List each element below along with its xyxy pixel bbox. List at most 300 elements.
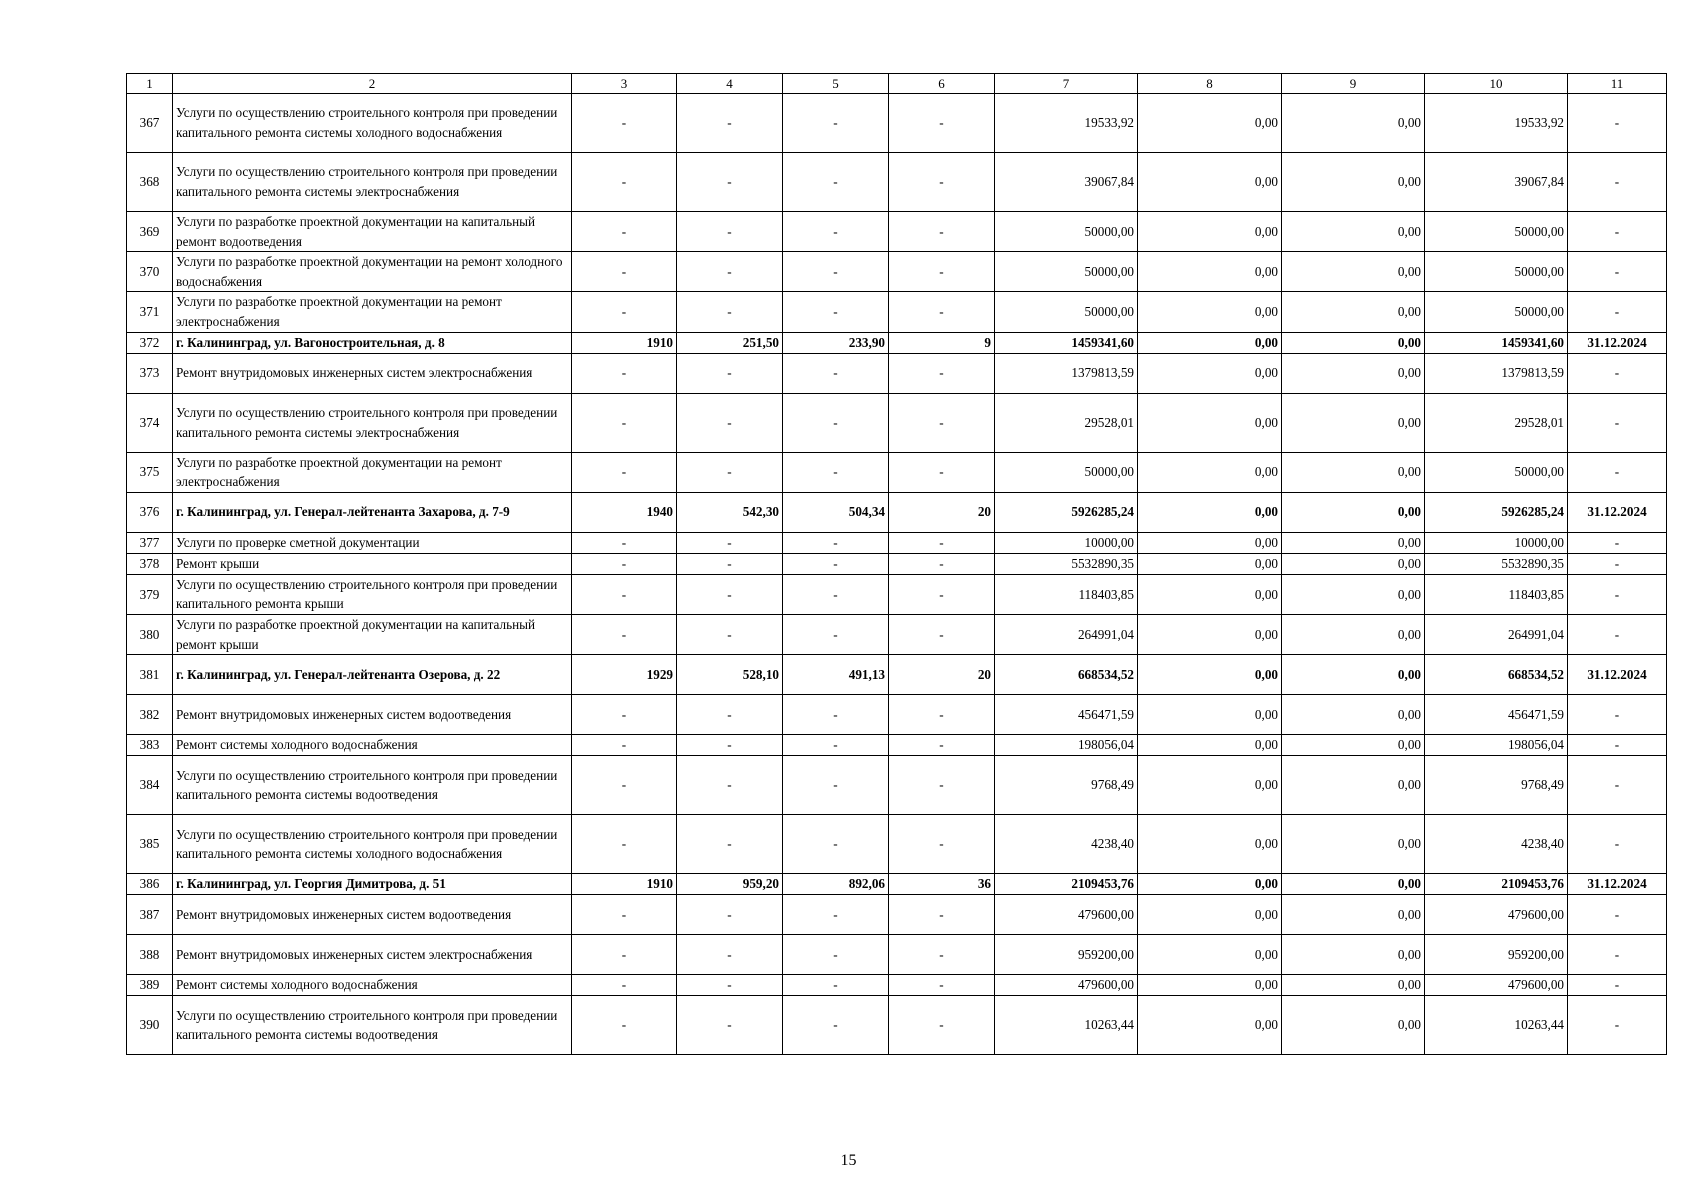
- completion-date-cell: -: [1568, 695, 1667, 735]
- row-number-cell: 380: [127, 614, 173, 654]
- owner-funds-cell: 5926285,24: [1425, 492, 1568, 532]
- year-cell: -: [572, 895, 677, 935]
- row-number-cell: 379: [127, 574, 173, 614]
- work-description-cell: Услуги по проверке сметной документации: [173, 532, 572, 553]
- total-cost-cell: 5532890,35: [995, 553, 1138, 574]
- residents-cell: -: [889, 735, 995, 756]
- work-description-cell: Ремонт крыши: [173, 553, 572, 574]
- total-area-cell: -: [677, 212, 783, 252]
- budget-cost-cell: 0,00: [1282, 353, 1425, 393]
- total-area-cell: -: [677, 153, 783, 212]
- column-header: 1: [127, 74, 173, 94]
- total-cost-cell: 5926285,24: [995, 492, 1138, 532]
- budget-cost-cell: 0,00: [1282, 756, 1425, 815]
- living-area-cell: -: [783, 574, 889, 614]
- owner-funds-cell: 4238,40: [1425, 815, 1568, 874]
- total-cost-cell: 50000,00: [995, 452, 1138, 492]
- work-description-cell: Услуги по осуществлению строительного контроля при проведении капитального ремонта системы электроснабжения: [173, 393, 572, 452]
- total-cost-cell: 456471,59: [995, 695, 1138, 735]
- budget-cost-cell: 0,00: [1282, 975, 1425, 996]
- completion-date-cell: -: [1568, 532, 1667, 553]
- residents-cell: -: [889, 895, 995, 935]
- total-cost-cell: 9768,49: [995, 756, 1138, 815]
- owner-funds-cell: 479600,00: [1425, 975, 1568, 996]
- address-summary-row: [127, 332, 1667, 353]
- row-number-cell: 382: [127, 695, 173, 735]
- total-area-cell: -: [677, 895, 783, 935]
- table-row: [127, 756, 1667, 815]
- budget-cost-cell: 0,00: [1282, 492, 1425, 532]
- work-description-cell: Услуги по разработке проектной документации на капитальный ремонт крыши: [173, 614, 572, 654]
- table-row: [127, 553, 1667, 574]
- address-summary-row: [127, 655, 1667, 695]
- total-cost-cell: 479600,00: [995, 895, 1138, 935]
- year-cell: -: [572, 452, 677, 492]
- fund-cost-cell: 0,00: [1138, 895, 1282, 935]
- work-description-cell: Услуги по разработке проектной документации на ремонт электроснабжения: [173, 292, 572, 332]
- living-area-cell: -: [783, 935, 889, 975]
- year-cell: -: [572, 252, 677, 292]
- completion-date-cell: -: [1568, 975, 1667, 996]
- residents-cell: -: [889, 252, 995, 292]
- work-description-cell: Ремонт внутридомовых инженерных систем электроснабжения: [173, 353, 572, 393]
- residents-cell: 20: [889, 655, 995, 695]
- work-description-cell: Услуги по осуществлению строительного контроля при проведении капитального ремонта системы водоотведения: [173, 756, 572, 815]
- fund-cost-cell: 0,00: [1138, 815, 1282, 874]
- total-area-cell: -: [677, 815, 783, 874]
- owner-funds-cell: 479600,00: [1425, 895, 1568, 935]
- budget-cost-cell: 0,00: [1282, 553, 1425, 574]
- row-number-cell: 376: [127, 492, 173, 532]
- fund-cost-cell: 0,00: [1138, 756, 1282, 815]
- total-cost-cell: 959200,00: [995, 935, 1138, 975]
- owner-funds-cell: 10000,00: [1425, 532, 1568, 553]
- table-row: [127, 353, 1667, 393]
- total-cost-cell: 50000,00: [995, 212, 1138, 252]
- column-header: 6: [889, 74, 995, 94]
- living-area-cell: -: [783, 153, 889, 212]
- living-area-cell: 491,13: [783, 655, 889, 695]
- completion-date-cell: 31.12.2024: [1568, 332, 1667, 353]
- completion-date-cell: -: [1568, 292, 1667, 332]
- owner-funds-cell: 9768,49: [1425, 756, 1568, 815]
- fund-cost-cell: 0,00: [1138, 574, 1282, 614]
- table-row: [127, 895, 1667, 935]
- completion-date-cell: -: [1568, 815, 1667, 874]
- table-row: [127, 452, 1667, 492]
- fund-cost-cell: 0,00: [1138, 935, 1282, 975]
- total-area-cell: -: [677, 252, 783, 292]
- table-row: [127, 212, 1667, 252]
- budget-cost-cell: 0,00: [1282, 532, 1425, 553]
- total-area-cell: 542,30: [677, 492, 783, 532]
- living-area-cell: -: [783, 353, 889, 393]
- completion-date-cell: 31.12.2024: [1568, 492, 1667, 532]
- column-header: 9: [1282, 74, 1425, 94]
- residents-cell: -: [889, 996, 995, 1055]
- work-description-cell: Ремонт системы холодного водоснабжения: [173, 975, 572, 996]
- work-description-cell: Услуги по осуществлению строительного контроля при проведении капитального ремонта системы холодного водоснабжения: [173, 94, 572, 153]
- fund-cost-cell: 0,00: [1138, 874, 1282, 895]
- work-description-cell: Услуги по разработке проектной документации на ремонт электроснабжения: [173, 452, 572, 492]
- year-cell: -: [572, 94, 677, 153]
- table-row: [127, 815, 1667, 874]
- living-area-cell: -: [783, 252, 889, 292]
- total-area-cell: -: [677, 735, 783, 756]
- budget-cost-cell: 0,00: [1282, 94, 1425, 153]
- owner-funds-cell: 50000,00: [1425, 452, 1568, 492]
- residents-cell: -: [889, 574, 995, 614]
- year-cell: 1940: [572, 492, 677, 532]
- budget-cost-cell: 0,00: [1282, 332, 1425, 353]
- work-description-cell: г. Калининград, ул. Генерал-лейтенанта Озерова, д. 22: [173, 655, 572, 695]
- completion-date-cell: -: [1568, 94, 1667, 153]
- owner-funds-cell: 39067,84: [1425, 153, 1568, 212]
- budget-cost-cell: 0,00: [1282, 935, 1425, 975]
- work-description-cell: Ремонт внутридомовых инженерных систем электроснабжения: [173, 935, 572, 975]
- work-description-cell: г. Калининград, ул. Генерал-лейтенанта Захарова, д. 7-9: [173, 492, 572, 532]
- fund-cost-cell: 0,00: [1138, 252, 1282, 292]
- table-row: [127, 532, 1667, 553]
- fund-cost-cell: 0,00: [1138, 153, 1282, 212]
- owner-funds-cell: 50000,00: [1425, 212, 1568, 252]
- year-cell: -: [572, 815, 677, 874]
- row-number-cell: 367: [127, 94, 173, 153]
- total-area-cell: -: [677, 532, 783, 553]
- residents-cell: -: [889, 756, 995, 815]
- living-area-cell: -: [783, 292, 889, 332]
- column-header: 2: [173, 74, 572, 94]
- row-number-cell: 383: [127, 735, 173, 756]
- residents-cell: -: [889, 975, 995, 996]
- completion-date-cell: -: [1568, 393, 1667, 452]
- total-area-cell: -: [677, 574, 783, 614]
- budget-cost-cell: 0,00: [1282, 153, 1425, 212]
- residents-cell: -: [889, 553, 995, 574]
- residents-cell: -: [889, 695, 995, 735]
- total-area-cell: -: [677, 935, 783, 975]
- budget-cost-cell: 0,00: [1282, 996, 1425, 1055]
- table-row: [127, 94, 1667, 153]
- owner-funds-cell: 1459341,60: [1425, 332, 1568, 353]
- total-area-cell: 528,10: [677, 655, 783, 695]
- table-row: [127, 153, 1667, 212]
- column-header: 3: [572, 74, 677, 94]
- address-summary-row: [127, 492, 1667, 532]
- year-cell: -: [572, 614, 677, 654]
- completion-date-cell: -: [1568, 153, 1667, 212]
- budget-cost-cell: 0,00: [1282, 574, 1425, 614]
- fund-cost-cell: 0,00: [1138, 553, 1282, 574]
- column-header: 8: [1138, 74, 1282, 94]
- residents-cell: -: [889, 94, 995, 153]
- fund-cost-cell: 0,00: [1138, 94, 1282, 153]
- living-area-cell: -: [783, 452, 889, 492]
- column-header: 7: [995, 74, 1138, 94]
- budget-cost-cell: 0,00: [1282, 874, 1425, 895]
- fund-cost-cell: 0,00: [1138, 975, 1282, 996]
- budget-cost-cell: 0,00: [1282, 614, 1425, 654]
- year-cell: -: [572, 353, 677, 393]
- year-cell: -: [572, 756, 677, 815]
- fund-cost-cell: 0,00: [1138, 353, 1282, 393]
- row-number-cell: 389: [127, 975, 173, 996]
- work-description-cell: Услуги по разработке проектной документации на ремонт холодного водоснабжения: [173, 252, 572, 292]
- completion-date-cell: -: [1568, 735, 1667, 756]
- year-cell: -: [572, 695, 677, 735]
- total-area-cell: -: [677, 614, 783, 654]
- completion-date-cell: -: [1568, 996, 1667, 1055]
- total-area-cell: -: [677, 996, 783, 1055]
- residents-cell: -: [889, 393, 995, 452]
- table-row: [127, 695, 1667, 735]
- year-cell: 1910: [572, 874, 677, 895]
- budget-cost-cell: 0,00: [1282, 655, 1425, 695]
- owner-funds-cell: 50000,00: [1425, 252, 1568, 292]
- table-row: [127, 975, 1667, 996]
- year-cell: -: [572, 996, 677, 1055]
- residents-cell: -: [889, 815, 995, 874]
- living-area-cell: -: [783, 553, 889, 574]
- total-area-cell: -: [677, 393, 783, 452]
- total-cost-cell: 50000,00: [995, 252, 1138, 292]
- residents-cell: -: [889, 353, 995, 393]
- work-description-cell: Услуги по осуществлению строительного контроля при проведении капитального ремонта системы холодного водоснабжения: [173, 815, 572, 874]
- work-description-cell: Услуги по осуществлению строительного контроля при проведении капитального ремонта системы водоотведения: [173, 996, 572, 1055]
- page-number: 15: [840, 1152, 857, 1169]
- owner-funds-cell: 959200,00: [1425, 935, 1568, 975]
- living-area-cell: -: [783, 975, 889, 996]
- year-cell: -: [572, 393, 677, 452]
- work-description-cell: Услуги по разработке проектной документации на капитальный ремонт водоотведения: [173, 212, 572, 252]
- year-cell: -: [572, 553, 677, 574]
- row-number-cell: 387: [127, 895, 173, 935]
- completion-date-cell: -: [1568, 574, 1667, 614]
- fund-cost-cell: 0,00: [1138, 614, 1282, 654]
- work-description-cell: г. Калининград, ул. Вагоностроительная, д. 8: [173, 332, 572, 353]
- capital-repair-table: [126, 73, 1667, 1055]
- total-cost-cell: 10000,00: [995, 532, 1138, 553]
- total-area-cell: -: [677, 695, 783, 735]
- living-area-cell: -: [783, 695, 889, 735]
- table-row: [127, 735, 1667, 756]
- budget-cost-cell: 0,00: [1282, 695, 1425, 735]
- total-area-cell: -: [677, 292, 783, 332]
- fund-cost-cell: 0,00: [1138, 655, 1282, 695]
- living-area-cell: -: [783, 614, 889, 654]
- total-cost-cell: 1379813,59: [995, 353, 1138, 393]
- owner-funds-cell: 10263,44: [1425, 996, 1568, 1055]
- residents-cell: -: [889, 614, 995, 654]
- row-number-cell: 378: [127, 553, 173, 574]
- row-number-cell: 375: [127, 452, 173, 492]
- year-cell: -: [572, 212, 677, 252]
- year-cell: -: [572, 532, 677, 553]
- column-number-row: [127, 74, 1667, 94]
- work-description-cell: г. Калининград, ул. Георгия Димитрова, д. 51: [173, 874, 572, 895]
- completion-date-cell: -: [1568, 553, 1667, 574]
- table-row: [127, 935, 1667, 975]
- owner-funds-cell: 456471,59: [1425, 695, 1568, 735]
- total-area-cell: -: [677, 756, 783, 815]
- row-number-cell: 377: [127, 532, 173, 553]
- owner-funds-cell: 668534,52: [1425, 655, 1568, 695]
- completion-date-cell: -: [1568, 895, 1667, 935]
- budget-cost-cell: 0,00: [1282, 452, 1425, 492]
- row-number-cell: 371: [127, 292, 173, 332]
- fund-cost-cell: 0,00: [1138, 532, 1282, 553]
- living-area-cell: 892,06: [783, 874, 889, 895]
- column-header: 4: [677, 74, 783, 94]
- completion-date-cell: -: [1568, 756, 1667, 815]
- owner-funds-cell: 19533,92: [1425, 94, 1568, 153]
- owner-funds-cell: 198056,04: [1425, 735, 1568, 756]
- living-area-cell: -: [783, 212, 889, 252]
- completion-date-cell: -: [1568, 212, 1667, 252]
- residents-cell: -: [889, 452, 995, 492]
- total-area-cell: -: [677, 553, 783, 574]
- owner-funds-cell: 5532890,35: [1425, 553, 1568, 574]
- living-area-cell: -: [783, 756, 889, 815]
- fund-cost-cell: 0,00: [1138, 735, 1282, 756]
- row-number-cell: 374: [127, 393, 173, 452]
- completion-date-cell: -: [1568, 935, 1667, 975]
- total-cost-cell: 19533,92: [995, 94, 1138, 153]
- row-number-cell: 381: [127, 655, 173, 695]
- year-cell: -: [572, 975, 677, 996]
- work-description-cell: Ремонт внутридомовых инженерных систем водоотведения: [173, 895, 572, 935]
- owner-funds-cell: 29528,01: [1425, 393, 1568, 452]
- budget-cost-cell: 0,00: [1282, 815, 1425, 874]
- column-header: 10: [1425, 74, 1568, 94]
- fund-cost-cell: 0,00: [1138, 492, 1282, 532]
- completion-date-cell: -: [1568, 614, 1667, 654]
- row-number-cell: 369: [127, 212, 173, 252]
- year-cell: -: [572, 292, 677, 332]
- living-area-cell: 504,34: [783, 492, 889, 532]
- column-header: 11: [1568, 74, 1667, 94]
- fund-cost-cell: 0,00: [1138, 452, 1282, 492]
- table-row: [127, 393, 1667, 452]
- total-cost-cell: 198056,04: [995, 735, 1138, 756]
- fund-cost-cell: 0,00: [1138, 695, 1282, 735]
- living-area-cell: 233,90: [783, 332, 889, 353]
- fund-cost-cell: 0,00: [1138, 996, 1282, 1055]
- total-cost-cell: 39067,84: [995, 153, 1138, 212]
- row-number-cell: 373: [127, 353, 173, 393]
- year-cell: 1929: [572, 655, 677, 695]
- row-number-cell: 372: [127, 332, 173, 353]
- owner-funds-cell: 1379813,59: [1425, 353, 1568, 393]
- row-number-cell: 370: [127, 252, 173, 292]
- owner-funds-cell: 2109453,76: [1425, 874, 1568, 895]
- residents-cell: 9: [889, 332, 995, 353]
- work-description-cell: Услуги по осуществлению строительного контроля при проведении капитального ремонта крыши: [173, 574, 572, 614]
- completion-date-cell: -: [1568, 353, 1667, 393]
- total-cost-cell: 29528,01: [995, 393, 1138, 452]
- year-cell: -: [572, 935, 677, 975]
- total-cost-cell: 118403,85: [995, 574, 1138, 614]
- fund-cost-cell: 0,00: [1138, 292, 1282, 332]
- total-area-cell: -: [677, 452, 783, 492]
- living-area-cell: -: [783, 94, 889, 153]
- total-cost-cell: 1459341,60: [995, 332, 1138, 353]
- residents-cell: -: [889, 935, 995, 975]
- total-cost-cell: 4238,40: [995, 815, 1138, 874]
- table-row: [127, 252, 1667, 292]
- completion-date-cell: -: [1568, 452, 1667, 492]
- row-number-cell: 386: [127, 874, 173, 895]
- address-summary-row: [127, 874, 1667, 895]
- total-cost-cell: 668534,52: [995, 655, 1138, 695]
- budget-cost-cell: 0,00: [1282, 212, 1425, 252]
- row-number-cell: 384: [127, 756, 173, 815]
- residents-cell: -: [889, 532, 995, 553]
- living-area-cell: -: [783, 393, 889, 452]
- year-cell: -: [572, 735, 677, 756]
- table-row: [127, 996, 1667, 1055]
- total-area-cell: -: [677, 353, 783, 393]
- budget-cost-cell: 0,00: [1282, 895, 1425, 935]
- fund-cost-cell: 0,00: [1138, 212, 1282, 252]
- row-number-cell: 385: [127, 815, 173, 874]
- total-cost-cell: 264991,04: [995, 614, 1138, 654]
- total-cost-cell: 10263,44: [995, 996, 1138, 1055]
- residents-cell: -: [889, 292, 995, 332]
- year-cell: -: [572, 574, 677, 614]
- residents-cell: -: [889, 212, 995, 252]
- table-row: [127, 574, 1667, 614]
- completion-date-cell: -: [1568, 252, 1667, 292]
- year-cell: -: [572, 153, 677, 212]
- total-cost-cell: 2109453,76: [995, 874, 1138, 895]
- table-body: [127, 94, 1667, 1055]
- completion-date-cell: 31.12.2024: [1568, 874, 1667, 895]
- year-cell: 1910: [572, 332, 677, 353]
- living-area-cell: -: [783, 532, 889, 553]
- budget-cost-cell: 0,00: [1282, 252, 1425, 292]
- row-number-cell: 388: [127, 935, 173, 975]
- budget-cost-cell: 0,00: [1282, 292, 1425, 332]
- residents-cell: 20: [889, 492, 995, 532]
- total-cost-cell: 50000,00: [995, 292, 1138, 332]
- total-area-cell: 959,20: [677, 874, 783, 895]
- completion-date-cell: 31.12.2024: [1568, 655, 1667, 695]
- table-row: [127, 614, 1667, 654]
- residents-cell: -: [889, 153, 995, 212]
- total-area-cell: -: [677, 94, 783, 153]
- total-area-cell: -: [677, 975, 783, 996]
- living-area-cell: -: [783, 815, 889, 874]
- owner-funds-cell: 50000,00: [1425, 292, 1568, 332]
- total-area-cell: 251,50: [677, 332, 783, 353]
- owner-funds-cell: 118403,85: [1425, 574, 1568, 614]
- living-area-cell: -: [783, 996, 889, 1055]
- residents-cell: 36: [889, 874, 995, 895]
- work-description-cell: Услуги по осуществлению строительного контроля при проведении капитального ремонта системы электроснабжения: [173, 153, 572, 212]
- table-row: [127, 292, 1667, 332]
- living-area-cell: -: [783, 895, 889, 935]
- budget-cost-cell: 0,00: [1282, 393, 1425, 452]
- work-description-cell: Ремонт внутридомовых инженерных систем водоотведения: [173, 695, 572, 735]
- row-number-cell: 390: [127, 996, 173, 1055]
- living-area-cell: -: [783, 735, 889, 756]
- owner-funds-cell: 264991,04: [1425, 614, 1568, 654]
- row-number-cell: 368: [127, 153, 173, 212]
- work-description-cell: Ремонт системы холодного водоснабжения: [173, 735, 572, 756]
- fund-cost-cell: 0,00: [1138, 393, 1282, 452]
- fund-cost-cell: 0,00: [1138, 332, 1282, 353]
